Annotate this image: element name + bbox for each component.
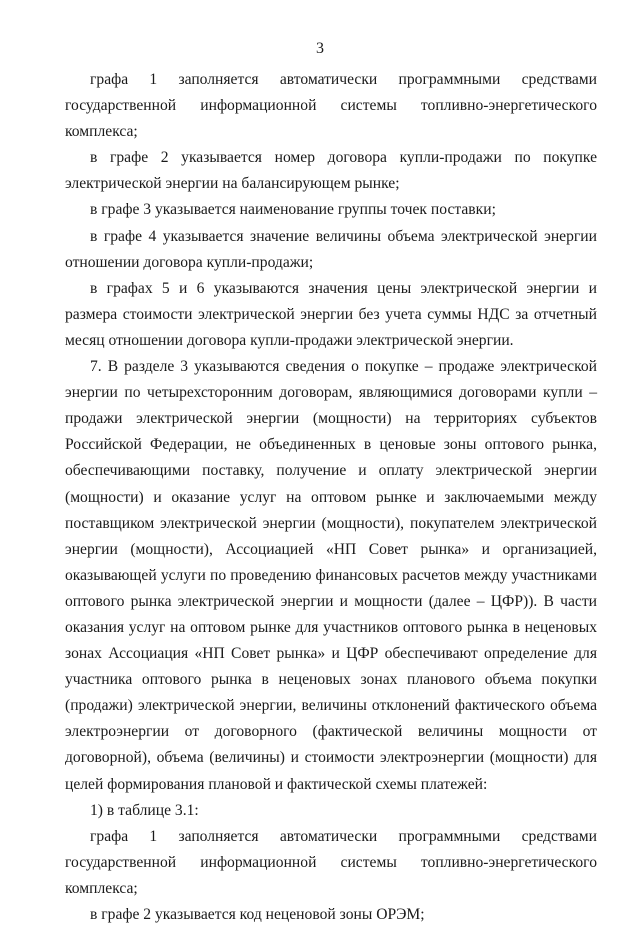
paragraph-section-3-intro: 7. В разделе 3 указываются сведения о покупке – продаже электрической энергии по четырехсторонним договорам, являющимися договорами купли – продажи электрической энергии (мощности) на территориях субъектов Российской Федерации, не объединенных в ценовые зоны оптового рынка, обеспечивающими поставку, получение и оплату электрической энергии (мощности) и оказание услуг на оптовом рынке и заключаемыми между поставщиком электрической энергии (мощности), покупателем электрической энергии (мощности), Ассоциацией «НП Совет рынка» и организацией, оказывающей услуги по проведению финансовых расчетов между участниками оптового рынка электрической энергии и мощности (далее – ЦФР)). В части оказания услуг на оптовом рынке для участников оптового рынка в неценовых зонах Ассоциация «НП Совет рынка» и ЦФР обеспечивают определение для участника оптового рынка в неценовых зонах планового объема покупки (продажи) электрической энергии, величины отклонений фактического объема электроэнергии от договорного (фактической величины мощности от договорной), объема (величины) и стоимости электроэнергии (мощности) для целей формирования плановой и фактической схемы платежей: — [65, 358, 597, 793]
paragraph-columns-5-6-price-cost: в графах 5 и 6 указываются значения цены электрической энергии и размера стоимости электрической энергии без учета суммы НДС за отчетный месяц отношении договора купли-продажи электрической энергии. — [65, 279, 597, 349]
paragraph-column-4-volume: в графе 4 указывается значение величины объема электрической энергии отношении договора купли-продажи; — [65, 227, 597, 271]
paragraph-column-2-contract-number: в графе 2 указывается номер договора купли-продажи по покупке электрической энергии на балансирующем рынке; — [65, 149, 597, 193]
page-number: 3 — [316, 40, 324, 57]
paragraph-table-3-1-heading: 1) в таблице 3.1: — [90, 801, 199, 819]
paragraph-table-3-1-column-2: в графе 2 указывается код неценовой зоны ОРЭМ; — [90, 906, 425, 923]
paragraph-column-1-auto: графа 1 заполняется автоматически программными средствами государственной информационной системы топливно-энергетического комплекса; — [65, 71, 597, 141]
paragraph-table-3-1-column-1: графа 1 заполняется автоматически программными средствами государственной информационной системы топливно-энергетического комплекса; — [65, 827, 597, 897]
document-body — [65, 67, 597, 928]
paragraph-column-3-delivery-group: в графе 3 указывается наименование группы точек поставки; — [90, 201, 496, 219]
